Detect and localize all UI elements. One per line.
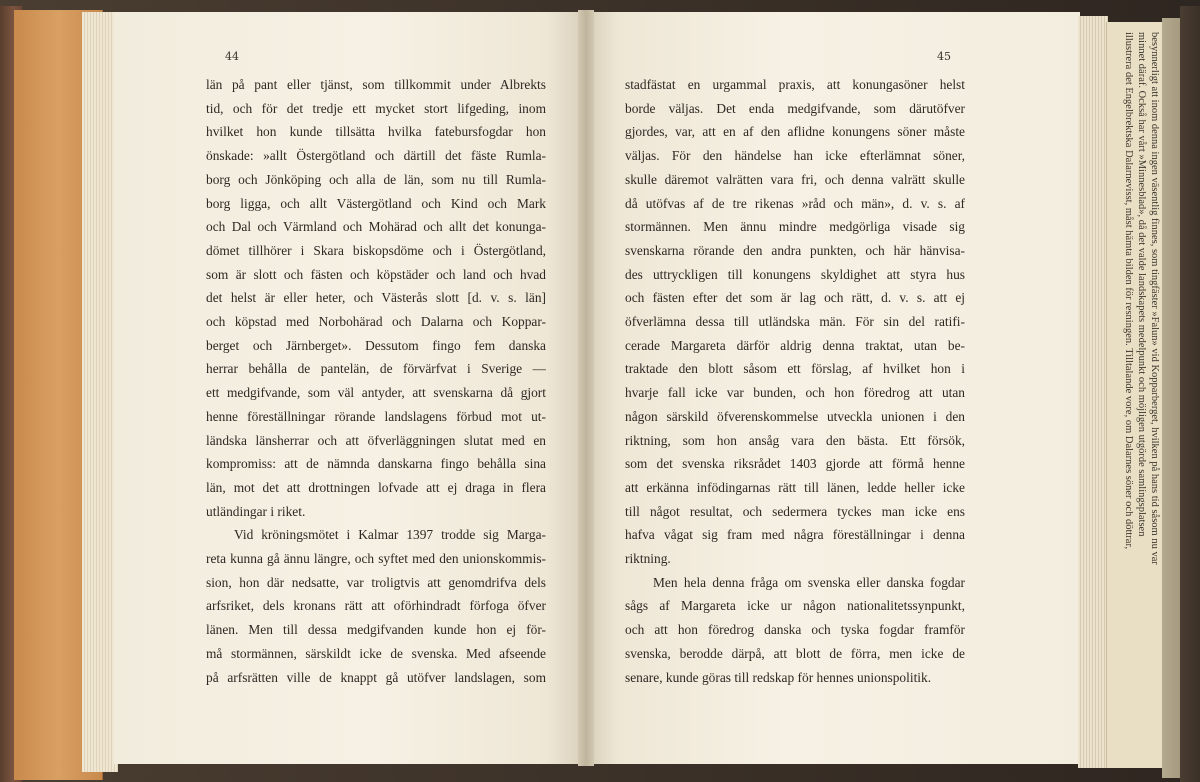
text-line: hvilket hon kunde tillsätta hvilka fatebursfogdar hon [206,124,546,140]
text-line: det helst är eller heter, och Västerås slott [d. v. s. län] [206,290,546,306]
right-page-edges [1078,16,1108,768]
text-line: och Dal och Värmland och Mohärad och allt det konunga- [206,219,546,235]
text-line: des uttryckligen till konungens skyldighet att styra hus [625,266,965,282]
text-line: Men hela denna fråga om svenska eller danska fogdar [653,574,965,590]
text-line: och köpstad med Norbohärad och Dalarna och Koppar- [206,314,546,330]
text-line: skulle däremot valrätten vara fri, och denna valrätt skulle [625,171,965,187]
left-page-text [206,73,546,689]
text-line: sågs af Margareta icke ur någon nationalitetssynpunkt, [625,598,965,614]
insert-text [1107,22,1165,768]
text-line: och fästen efter det som är lag och rätt, d. v. s. att ej [625,290,965,306]
text-line: borde väljas. Det enda medgifvande, som därutöfver [625,100,965,116]
text-line: svenskarna rörande den andra punkten, och här hänvisa- [625,242,965,258]
text-line: hafva vågat sig fram med några föreställningar i denna [625,527,965,543]
text-line: stormännen. Men ännu mindre medgörliga visade sig [625,219,965,235]
text-line: öfverlämna dessa till utländska män. För sin del ratifi- [625,314,965,330]
text-line: borg och Jönköping och alla de län, som nu till Rumla- [206,171,546,187]
page-number-right: 45 [937,50,951,63]
text-line: och att hon föredrog danska och tyska fogdar framför [625,622,965,638]
text-line: senare, kunde göras till redskap för hennes unionspolitik. [625,669,932,685]
text-line: att erkänna infödingarnas rätt till länen, ledde heller icke [625,479,965,495]
text-line: tid, och för det tredje ett mycket stort lifgeding, inom [206,100,546,116]
text-line: län på pant eller tjänst, som tillkommit under Albrekts [206,77,546,92]
text-line: riktning, som hon ansåg vara den bästa. Ett försök, [625,432,965,448]
insert-line: illustrera det Engelbrektska Dalarnevisst, måst hämta bilden för resningen. Tilltalande vore, om Dalarnes söner och döttrar, [1123,32,1134,550]
text-line: kompromiss: att de nämnda danskarna fingo behålla sina [206,456,546,472]
text-line: hvarje fall icke var bunden, och hon föredrog att utan [625,385,965,401]
text-line: herrar behålla de pantelän, de förvärfvat i Sverige — [206,361,546,377]
text-line: borg ligga, och allt Västergötland och Kind och Mark [206,195,546,211]
text-line: sion, hon där nedsatte, var troligtvis att genomdrifva dels [206,574,546,590]
text-line: henne föreställningar rörande landslagens förbud mot ut- [206,408,546,424]
text-line: någon särskild öfverenskommelse utveckla unionen i den [625,408,965,424]
text-line: reta kunna gå ännu längre, och syftet med den unionskommis- [206,551,546,567]
page-number-left: 44 [225,50,239,63]
text-line: som det svenska riksrådet 1403 gjorde att förmå henne [625,456,965,472]
text-line: ett medgifvande, som väl antyder, att svenskarna då gjort [206,385,546,401]
text-line: dömet tillhörer i Skara biskopsdöme och i Östergötland, [206,242,546,258]
folded-insert [1106,22,1166,768]
text-line: utländingar i riket. [206,503,306,519]
text-line: önskade: »allt Östergötland och därtill det fäste Rumla- [206,148,546,164]
text-line: traktade den blott såsom ett förslag, af hvilket hon i [625,361,965,377]
left-page-edges [82,12,118,772]
insert-line: besynnerligt att inom denna ingen väsentlig finnes, som tingfäster »Falun» vid Kopparberget, hvilken på hans tid såsom nu var [1149,32,1160,565]
text-line: på arfsrätten ville de knappt gå utöfver landslagen, som [206,669,546,685]
text-line: till något resultat, och sedermera tyckes man icke ens [625,503,965,519]
text-line: cerade Margareta därför aldrig denna traktat, utan be- [625,337,965,353]
text-line: riktning. [625,551,671,567]
text-line: väljas. För den händelse han icke efterlämnat söner, [625,148,965,164]
right-page-text [625,73,965,689]
text-line: arfsriket, dels kronans rätt att oförhindradt förfoga öfver [206,598,546,614]
insert-line: minnet däraf. Också har vårt »Minnesblad», då det valde landskapets medelpunkt och möjligen utgörde samlingsplatsen [1136,32,1147,537]
text-line: stadfästat en urgammal praxis, att konungasöner helst [625,77,965,92]
text-line: berget och Järnberget». Dessutom fingo fem danska [206,337,546,353]
text-line: må stormännen, särskildt icke de svenska. Med afseende [206,645,546,661]
text-line: som är slott och fästen och köpstäder och land och hvad [206,266,546,282]
text-line: län, mot det att drottningen lofvade att ej draga in flera [206,479,546,495]
text-line: ländska länsherrar och att öfverläggningen slutat med en [206,432,546,448]
text-line: då utöfvas af de tre rikenas »råd och män», d. v. s. af [625,195,965,211]
book-gutter [578,10,594,766]
text-line: Vid kröningsmötet i Kalmar 1397 trodde sig Marga- [234,527,546,543]
text-line: svenska, berodde därpå, att blott de förra, men icke de [625,645,965,661]
right-cover [1180,6,1200,782]
text-line: gjordes, var, att en af den aflidne konungens söner måste [625,124,965,140]
text-line: länen. Men till dessa medgifvanden kunde hon ej för- [206,622,546,638]
